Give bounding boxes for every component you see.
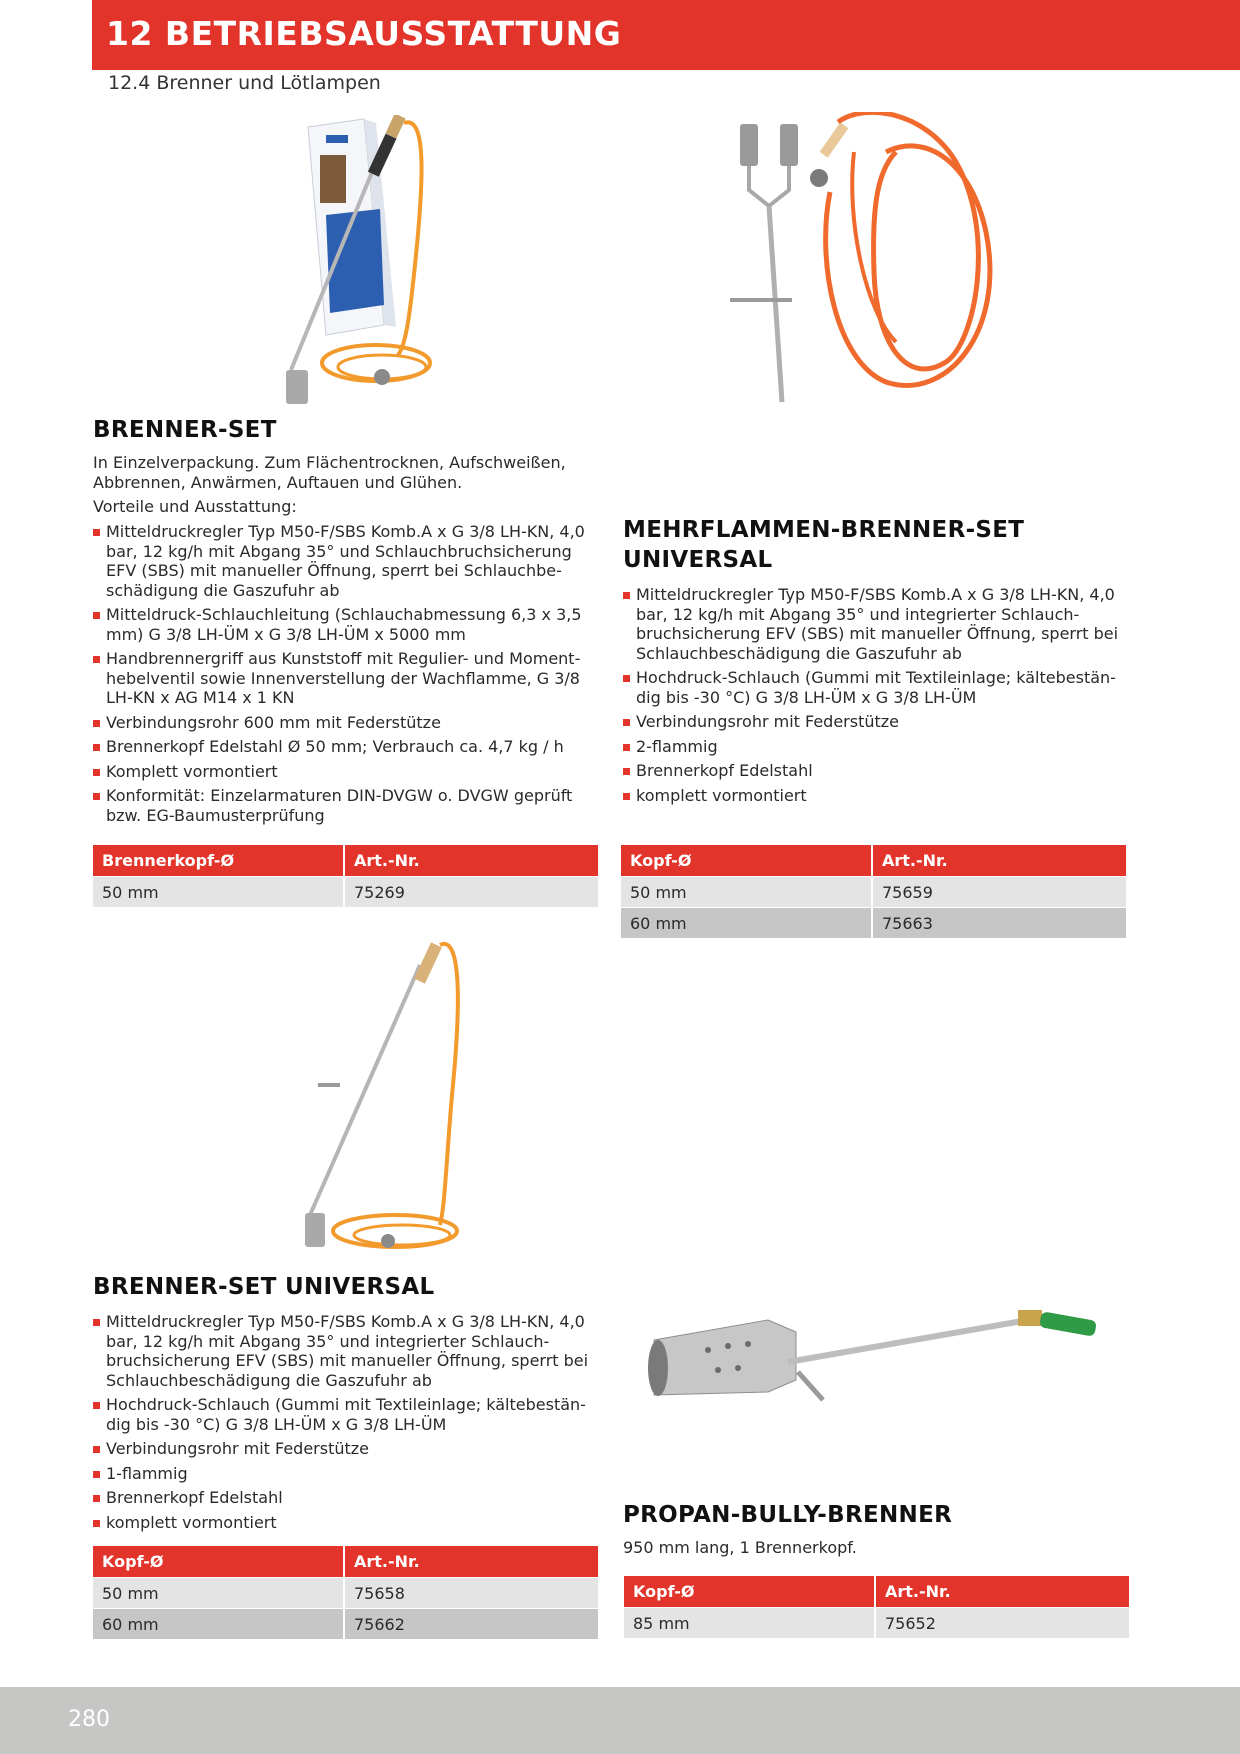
table-row bbox=[621, 907, 1126, 938]
mehrflammen-table bbox=[621, 845, 1126, 938]
table-header: Kopf-Ø bbox=[624, 1576, 876, 1607]
list-item: Mitteldruckregler Typ M50-F/SBS Komb.A x G 3/8 LH-KN, 4,0 bar, 12 kg/h mit Abgang 35° und Schlauchbruchsicherung EFV (SBS) mit manueller Öffnung, sperrt bei Schlauchbe-schädigung die Gaszufuhr ab bbox=[93, 522, 603, 600]
list-item: Verbindungsrohr 600 mm mit Federstütze bbox=[93, 713, 603, 733]
brenner-set-title: BRENNER-SET bbox=[93, 417, 277, 443]
table-row bbox=[624, 1607, 1129, 1638]
brenner-set-image bbox=[286, 115, 476, 415]
list-item: komplett vormontiert bbox=[623, 786, 1128, 806]
table-row bbox=[93, 1608, 598, 1639]
table-cell: 50 mm bbox=[93, 1577, 345, 1608]
table-header: Art.-Nr. bbox=[345, 1546, 598, 1577]
list-item: Verbindungsrohr mit Federstütze bbox=[93, 1439, 603, 1459]
propan-bully-image bbox=[648, 1300, 1108, 1425]
list-item: Hochdruck-Schlauch (Gummi mit Textileinlage; kältebestän-dig bis -30 °C) G 3/8 LH-ÜM x G 3/8 LH-ÜM bbox=[623, 668, 1128, 707]
brenner-set-intro: In Einzelverpackung. Zum Flächentrocknen, Aufschweißen, Abbrennen, Anwärmen, Auftauen und Glühen. bbox=[93, 453, 566, 492]
list-item: Verbindungsrohr mit Federstütze bbox=[623, 712, 1128, 732]
mehrflammen-bullet-list bbox=[623, 585, 1128, 805]
table-cell: 60 mm bbox=[621, 907, 873, 938]
list-item: Brennerkopf Edelstahl bbox=[93, 1488, 603, 1508]
chapter-title: 12 BETRIEBSAUSSTATTUNG bbox=[106, 14, 622, 53]
table-header: Art.-Nr. bbox=[873, 845, 1126, 876]
brenner-set-table bbox=[93, 845, 598, 907]
table-header: Kopf-Ø bbox=[93, 1546, 345, 1577]
table-header: Art.-Nr. bbox=[345, 845, 598, 876]
brenner-set-universal-bullet-list bbox=[93, 1312, 603, 1532]
table-row bbox=[93, 876, 598, 907]
table-cell: 60 mm bbox=[93, 1608, 345, 1639]
list-item: Mitteldruckregler Typ M50-F/SBS Komb.A x G 3/8 LH-KN, 4,0 bar, 12 kg/h mit Abgang 35° und integrierter Schlauch-bruchsicherung EFV (SBS) mit manueller Öffnung, sperrt bei Schlauchbeschädigung die Gaszufuhr ab bbox=[623, 585, 1128, 663]
mehrflammen-title bbox=[623, 515, 1128, 575]
list-item: Brennerkopf Edelstahl bbox=[623, 761, 1128, 781]
chapter-header-bar bbox=[92, 0, 1240, 70]
section-title: 12.4 Brenner und Lötlampen bbox=[108, 72, 381, 94]
list-item: 1-flammig bbox=[93, 1464, 603, 1484]
mehrflammen-title-line2: UNIVERSAL bbox=[623, 547, 773, 573]
table-header: Brennerkopf-Ø bbox=[93, 845, 345, 876]
propan-bully-block bbox=[623, 1500, 1128, 1558]
table-cell: 50 mm bbox=[93, 876, 345, 907]
table-cell: 75652 bbox=[876, 1607, 1129, 1638]
list-item: Brennerkopf Edelstahl Ø 50 mm; Verbrauch ca. 4,7 kg / h bbox=[93, 737, 603, 757]
list-item: komplett vormontiert bbox=[93, 1513, 603, 1533]
propan-bully-table bbox=[624, 1576, 1129, 1638]
propan-bully-intro: 950 mm lang, 1 Brennerkopf. bbox=[623, 1538, 857, 1557]
table-cell: 75658 bbox=[345, 1577, 598, 1608]
list-item: Mitteldruck-Schlauchleitung (Schlauchabmessung 6,3 x 3,5 mm) G 3/8 LH-ÜM x G 3/8 LH-ÜM x 5000 mm bbox=[93, 605, 603, 644]
table-cell: 75663 bbox=[873, 907, 1126, 938]
brenner-set-features-label: Vorteile und Ausstattung: bbox=[93, 497, 297, 516]
list-item: Handbrennergriff aus Kunststoff mit Regulier- und Moment-hebelventil sowie Innenverstellung der Wachflamme, G 3/8 LH-KN x AG M14 x 1 KN bbox=[93, 649, 603, 708]
list-item: Komplett vormontiert bbox=[93, 762, 603, 782]
list-item: Mitteldruckregler Typ M50-F/SBS Komb.A x G 3/8 LH-KN, 4,0 bar, 12 kg/h mit Abgang 35° und integrierter Schlauch-bruchsicherung EFV (SBS) mit manueller Öffnung, sperrt bei Schlauchbeschädigung die Gaszufuhr ab bbox=[93, 1312, 603, 1390]
table-cell: 50 mm bbox=[621, 876, 873, 907]
brenner-set-universal-block bbox=[93, 1272, 603, 1537]
table-cell: 75269 bbox=[345, 876, 598, 907]
table-cell: 75662 bbox=[345, 1608, 598, 1639]
footer-bar bbox=[0, 1687, 1240, 1754]
table-header: Kopf-Ø bbox=[621, 845, 873, 876]
mehrflammen-title-line1: MEHRFLAMMEN-BRENNER-SET bbox=[623, 517, 1025, 543]
brenner-set-universal-image bbox=[300, 935, 500, 1255]
list-item: Konformität: Einzelarmaturen DIN-DVGW o. DVGW geprüft bzw. EG-Baumusterprüfung bbox=[93, 786, 603, 825]
table-row bbox=[621, 876, 1126, 907]
mehrflammen-block bbox=[623, 515, 1128, 810]
brenner-set-bullet-list bbox=[93, 522, 603, 825]
brenner-set-universal-title: BRENNER-SET UNIVERSAL bbox=[93, 1274, 435, 1300]
table-row bbox=[93, 1577, 598, 1608]
table-cell: 85 mm bbox=[624, 1607, 876, 1638]
mehrflammen-brenner-image bbox=[726, 112, 1026, 412]
brenner-set-block bbox=[93, 415, 603, 830]
table-header: Art.-Nr. bbox=[876, 1576, 1129, 1607]
table-cell: 75659 bbox=[873, 876, 1126, 907]
list-item: 2-flammig bbox=[623, 737, 1128, 757]
brenner-set-universal-table bbox=[93, 1546, 598, 1639]
propan-bully-title: PROPAN-BULLY-BRENNER bbox=[623, 1502, 953, 1528]
list-item: Hochdruck-Schlauch (Gummi mit Textileinlage; kältebestän-dig bis -30 °C) G 3/8 LH-ÜM x G 3/8 LH-ÜM bbox=[93, 1395, 603, 1434]
page-number: 280 bbox=[68, 1707, 110, 1732]
